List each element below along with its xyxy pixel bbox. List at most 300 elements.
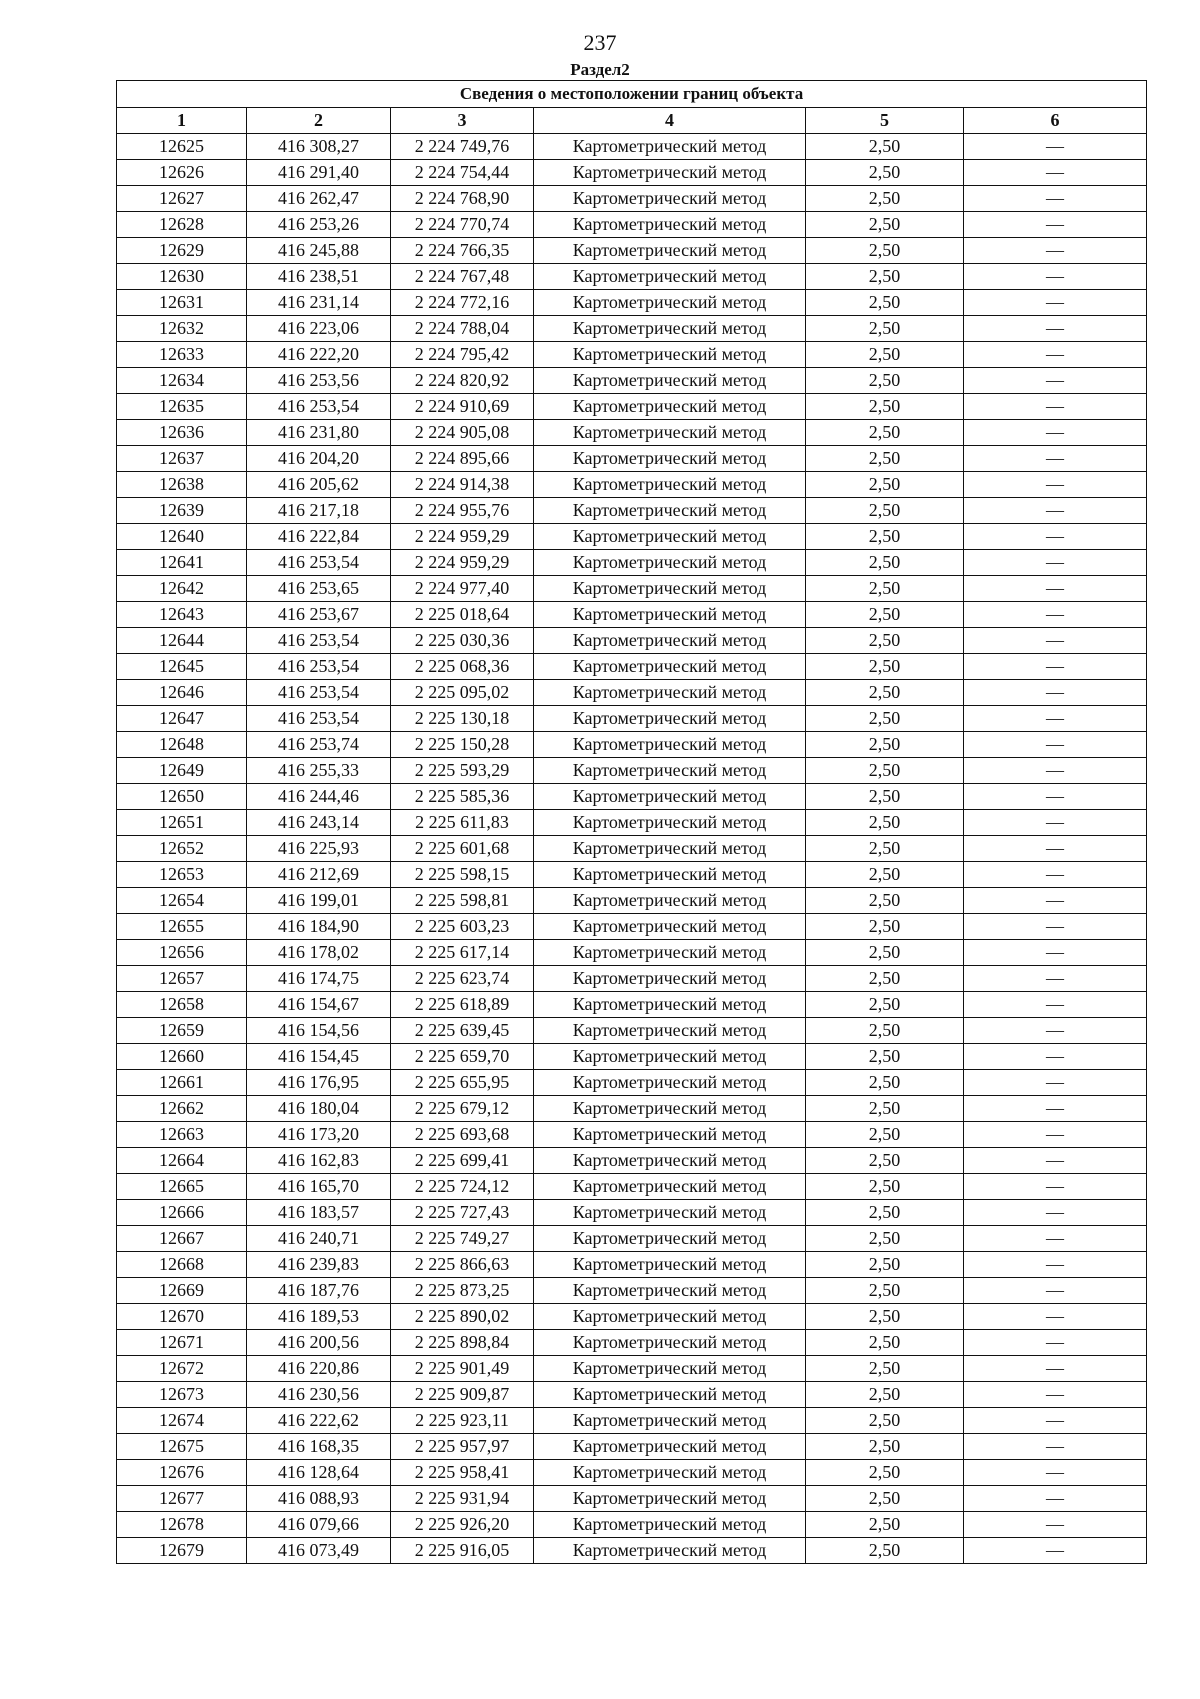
page-number: 237 (583, 30, 617, 55)
y-coordinate-cell: 2 225 749,27 (391, 1226, 534, 1252)
y-coordinate-cell: 2 225 585,36 (391, 784, 534, 810)
table-row (117, 784, 1147, 810)
point-number-cell: 12669 (117, 1278, 247, 1304)
point-number-cell: 12646 (117, 680, 247, 706)
x-coordinate-cell: 416 253,56 (247, 368, 391, 394)
accuracy-cell: 2,50 (806, 1512, 964, 1538)
y-coordinate-cell: 2 224 820,92 (391, 368, 534, 394)
y-coordinate-cell: 2 224 749,76 (391, 134, 534, 160)
description-cell: — (964, 1096, 1147, 1122)
column-number: 2 (247, 108, 391, 134)
column-number: 6 (964, 108, 1147, 134)
table-row (117, 1382, 1147, 1408)
method-cell: Картометрический метод (534, 1538, 806, 1564)
column-number: 4 (534, 108, 806, 134)
y-coordinate-cell: 2 225 598,15 (391, 862, 534, 888)
accuracy-cell: 2,50 (806, 446, 964, 472)
method-cell: Картометрический метод (534, 1304, 806, 1330)
x-coordinate-cell: 416 173,20 (247, 1122, 391, 1148)
accuracy-cell: 2,50 (806, 550, 964, 576)
description-cell: — (964, 1382, 1147, 1408)
x-coordinate-cell: 416 220,86 (247, 1356, 391, 1382)
method-cell: Картометрический метод (534, 186, 806, 212)
x-coordinate-cell: 416 088,93 (247, 1486, 391, 1512)
y-coordinate-cell: 2 224 977,40 (391, 576, 534, 602)
description-cell: — (964, 212, 1147, 238)
point-number-cell: 12677 (117, 1486, 247, 1512)
x-coordinate-cell: 416 222,20 (247, 342, 391, 368)
description-cell: — (964, 1304, 1147, 1330)
description-cell: — (964, 342, 1147, 368)
accuracy-cell: 2,50 (806, 1096, 964, 1122)
y-coordinate-cell: 2 225 958,41 (391, 1460, 534, 1486)
table-row (117, 1044, 1147, 1070)
point-number-cell: 12671 (117, 1330, 247, 1356)
table-row (117, 1512, 1147, 1538)
x-coordinate-cell: 416 253,54 (247, 550, 391, 576)
accuracy-cell: 2,50 (806, 1226, 964, 1252)
boundary-table (116, 80, 1147, 1564)
accuracy-cell: 2,50 (806, 342, 964, 368)
x-coordinate-cell: 416 176,95 (247, 1070, 391, 1096)
description-cell: — (964, 316, 1147, 342)
description-cell: — (964, 394, 1147, 420)
method-cell: Картометрический метод (534, 1252, 806, 1278)
point-number-cell: 12634 (117, 368, 247, 394)
method-cell: Картометрический метод (534, 212, 806, 238)
method-cell: Картометрический метод (534, 238, 806, 264)
method-cell: Картометрический метод (534, 1356, 806, 1382)
accuracy-cell: 2,50 (806, 654, 964, 680)
description-cell: — (964, 758, 1147, 784)
description-cell: — (964, 784, 1147, 810)
column-number: 1 (117, 108, 247, 134)
point-number-cell: 12650 (117, 784, 247, 810)
table-row (117, 368, 1147, 394)
point-number-cell: 12640 (117, 524, 247, 550)
x-coordinate-cell: 416 244,46 (247, 784, 391, 810)
x-coordinate-cell: 416 180,04 (247, 1096, 391, 1122)
method-cell: Картометрический метод (534, 1330, 806, 1356)
table-row (117, 914, 1147, 940)
description-cell: — (964, 1200, 1147, 1226)
y-coordinate-cell: 2 225 926,20 (391, 1512, 534, 1538)
description-cell: — (964, 706, 1147, 732)
method-cell: Картометрический метод (534, 862, 806, 888)
method-cell: Картометрический метод (534, 1434, 806, 1460)
description-cell: — (964, 576, 1147, 602)
table-row (117, 706, 1147, 732)
point-number-cell: 12637 (117, 446, 247, 472)
description-cell: — (964, 1122, 1147, 1148)
y-coordinate-cell: 2 225 679,12 (391, 1096, 534, 1122)
table-row (117, 1408, 1147, 1434)
description-cell: — (964, 1226, 1147, 1252)
y-coordinate-cell: 2 225 068,36 (391, 654, 534, 680)
y-coordinate-cell: 2 225 150,28 (391, 732, 534, 758)
table-row (117, 940, 1147, 966)
table-row (117, 420, 1147, 446)
y-coordinate-cell: 2 225 909,87 (391, 1382, 534, 1408)
y-coordinate-cell: 2 224 766,35 (391, 238, 534, 264)
method-cell: Картометрический метод (534, 1226, 806, 1252)
description-cell: — (964, 1278, 1147, 1304)
y-coordinate-cell: 2 224 959,29 (391, 550, 534, 576)
method-cell: Картометрический метод (534, 1200, 806, 1226)
x-coordinate-cell: 416 243,14 (247, 810, 391, 836)
x-coordinate-cell: 416 187,76 (247, 1278, 391, 1304)
y-coordinate-cell: 2 225 699,41 (391, 1148, 534, 1174)
y-coordinate-cell: 2 225 727,43 (391, 1200, 534, 1226)
y-coordinate-cell: 2 225 030,36 (391, 628, 534, 654)
description-cell: — (964, 1044, 1147, 1070)
table-row (117, 550, 1147, 576)
method-cell: Картометрический метод (534, 836, 806, 862)
table-row (117, 732, 1147, 758)
accuracy-cell: 2,50 (806, 1122, 964, 1148)
table-row (117, 498, 1147, 524)
table-row (117, 810, 1147, 836)
description-cell: — (964, 966, 1147, 992)
method-cell: Картометрический метод (534, 342, 806, 368)
x-coordinate-cell: 416 240,71 (247, 1226, 391, 1252)
accuracy-cell: 2,50 (806, 1304, 964, 1330)
table-row (117, 1330, 1147, 1356)
y-coordinate-cell: 2 225 095,02 (391, 680, 534, 706)
description-cell: — (964, 1252, 1147, 1278)
table-caption: Сведения о местоположении границ объекта (117, 81, 1147, 108)
method-cell: Картометрический метод (534, 732, 806, 758)
method-cell: Картометрический метод (534, 368, 806, 394)
table-row (117, 212, 1147, 238)
point-number-cell: 12668 (117, 1252, 247, 1278)
accuracy-cell: 2,50 (806, 992, 964, 1018)
point-number-cell: 12627 (117, 186, 247, 212)
point-number-cell: 12644 (117, 628, 247, 654)
description-cell: — (964, 1356, 1147, 1382)
accuracy-cell: 2,50 (806, 420, 964, 446)
accuracy-cell: 2,50 (806, 836, 964, 862)
x-coordinate-cell: 416 217,18 (247, 498, 391, 524)
description-cell: — (964, 446, 1147, 472)
y-coordinate-cell: 2 224 767,48 (391, 264, 534, 290)
accuracy-cell: 2,50 (806, 888, 964, 914)
point-number-cell: 12653 (117, 862, 247, 888)
table-row (117, 1486, 1147, 1512)
point-number-cell: 12660 (117, 1044, 247, 1070)
accuracy-cell: 2,50 (806, 1200, 964, 1226)
point-number-cell: 12673 (117, 1382, 247, 1408)
x-coordinate-cell: 416 253,54 (247, 654, 391, 680)
table-row (117, 1174, 1147, 1200)
point-number-cell: 12656 (117, 940, 247, 966)
description-cell: — (964, 1408, 1147, 1434)
method-cell: Картометрический метод (534, 1382, 806, 1408)
y-coordinate-cell: 2 224 772,16 (391, 290, 534, 316)
x-coordinate-cell: 416 178,02 (247, 940, 391, 966)
accuracy-cell: 2,50 (806, 290, 964, 316)
x-coordinate-cell: 416 189,53 (247, 1304, 391, 1330)
description-cell: — (964, 1174, 1147, 1200)
point-number-cell: 12658 (117, 992, 247, 1018)
x-coordinate-cell: 416 154,56 (247, 1018, 391, 1044)
method-cell: Картометрический метод (534, 290, 806, 316)
method-cell: Картометрический метод (534, 1148, 806, 1174)
y-coordinate-cell: 2 225 957,97 (391, 1434, 534, 1460)
method-cell: Картометрический метод (534, 888, 806, 914)
table-row (117, 628, 1147, 654)
x-coordinate-cell: 416 255,33 (247, 758, 391, 784)
point-number-cell: 12642 (117, 576, 247, 602)
point-number-cell: 12635 (117, 394, 247, 420)
x-coordinate-cell: 416 253,67 (247, 602, 391, 628)
description-cell: — (964, 862, 1147, 888)
table-row (117, 394, 1147, 420)
description-cell: — (964, 1070, 1147, 1096)
x-coordinate-cell: 416 154,45 (247, 1044, 391, 1070)
y-coordinate-cell: 2 225 724,12 (391, 1174, 534, 1200)
accuracy-cell: 2,50 (806, 498, 964, 524)
point-number-cell: 12661 (117, 1070, 247, 1096)
method-cell: Картометрический метод (534, 316, 806, 342)
x-coordinate-cell: 416 253,65 (247, 576, 391, 602)
accuracy-cell: 2,50 (806, 706, 964, 732)
x-coordinate-cell: 416 291,40 (247, 160, 391, 186)
point-number-cell: 12663 (117, 1122, 247, 1148)
y-coordinate-cell: 2 225 598,81 (391, 888, 534, 914)
column-number: 5 (806, 108, 964, 134)
accuracy-cell: 2,50 (806, 758, 964, 784)
point-number-cell: 12655 (117, 914, 247, 940)
description-cell: — (964, 420, 1147, 446)
point-number-cell: 12667 (117, 1226, 247, 1252)
table-row (117, 888, 1147, 914)
x-coordinate-cell: 416 253,26 (247, 212, 391, 238)
accuracy-cell: 2,50 (806, 966, 964, 992)
x-coordinate-cell: 416 212,69 (247, 862, 391, 888)
y-coordinate-cell: 2 225 601,68 (391, 836, 534, 862)
description-cell: — (964, 472, 1147, 498)
method-cell: Картометрический метод (534, 914, 806, 940)
method-cell: Картометрический метод (534, 758, 806, 784)
method-cell: Картометрический метод (534, 1122, 806, 1148)
method-cell: Картометрический метод (534, 992, 806, 1018)
y-coordinate-cell: 2 225 659,70 (391, 1044, 534, 1070)
method-cell: Картометрический метод (534, 628, 806, 654)
x-coordinate-cell: 416 231,14 (247, 290, 391, 316)
description-cell: — (964, 368, 1147, 394)
description-cell: — (964, 1538, 1147, 1564)
method-cell: Картометрический метод (534, 940, 806, 966)
point-number-cell: 12647 (117, 706, 247, 732)
x-coordinate-cell: 416 183,57 (247, 1200, 391, 1226)
y-coordinate-cell: 2 224 788,04 (391, 316, 534, 342)
point-number-cell: 12638 (117, 472, 247, 498)
method-cell: Картометрический метод (534, 1044, 806, 1070)
description-cell: — (964, 1434, 1147, 1460)
x-coordinate-cell: 416 162,83 (247, 1148, 391, 1174)
y-coordinate-cell: 2 225 866,63 (391, 1252, 534, 1278)
point-number-cell: 12648 (117, 732, 247, 758)
accuracy-cell: 2,50 (806, 134, 964, 160)
table-row (117, 992, 1147, 1018)
x-coordinate-cell: 416 200,56 (247, 1330, 391, 1356)
table-row (117, 316, 1147, 342)
table-row (117, 1356, 1147, 1382)
table-row (117, 1096, 1147, 1122)
point-number-cell: 12670 (117, 1304, 247, 1330)
point-number-cell: 12645 (117, 654, 247, 680)
description-cell: — (964, 992, 1147, 1018)
point-number-cell: 12675 (117, 1434, 247, 1460)
method-cell: Картометрический метод (534, 602, 806, 628)
point-number-cell: 12649 (117, 758, 247, 784)
method-cell: Картометрический метод (534, 160, 806, 186)
y-coordinate-cell: 2 225 916,05 (391, 1538, 534, 1564)
section-title: Раздел2 (570, 60, 630, 79)
table-row (117, 446, 1147, 472)
x-coordinate-cell: 416 079,66 (247, 1512, 391, 1538)
point-number-cell: 12676 (117, 1460, 247, 1486)
table-row (117, 862, 1147, 888)
table-row (117, 186, 1147, 212)
x-coordinate-cell: 416 168,35 (247, 1434, 391, 1460)
table-row (117, 758, 1147, 784)
accuracy-cell: 2,50 (806, 1434, 964, 1460)
point-number-cell: 12672 (117, 1356, 247, 1382)
y-coordinate-cell: 2 224 795,42 (391, 342, 534, 368)
table-row (117, 602, 1147, 628)
y-coordinate-cell: 2 224 914,38 (391, 472, 534, 498)
accuracy-cell: 2,50 (806, 394, 964, 420)
method-cell: Картометрический метод (534, 420, 806, 446)
x-coordinate-cell: 416 308,27 (247, 134, 391, 160)
accuracy-cell: 2,50 (806, 1252, 964, 1278)
method-cell: Картометрический метод (534, 446, 806, 472)
x-coordinate-cell: 416 253,74 (247, 732, 391, 758)
accuracy-cell: 2,50 (806, 732, 964, 758)
y-coordinate-cell: 2 225 901,49 (391, 1356, 534, 1382)
table-body (117, 134, 1147, 1564)
table-row (117, 680, 1147, 706)
y-coordinate-cell: 2 224 910,69 (391, 394, 534, 420)
x-coordinate-cell: 416 231,80 (247, 420, 391, 446)
x-coordinate-cell: 416 073,49 (247, 1538, 391, 1564)
x-coordinate-cell: 416 184,90 (247, 914, 391, 940)
point-number-cell: 12636 (117, 420, 247, 446)
accuracy-cell: 2,50 (806, 1070, 964, 1096)
column-number: 3 (391, 108, 534, 134)
method-cell: Картометрический метод (534, 1096, 806, 1122)
table-row (117, 134, 1147, 160)
description-cell: — (964, 1460, 1147, 1486)
table-row (117, 1122, 1147, 1148)
method-cell: Картометрический метод (534, 134, 806, 160)
y-coordinate-cell: 2 224 770,74 (391, 212, 534, 238)
y-coordinate-cell: 2 224 955,76 (391, 498, 534, 524)
y-coordinate-cell: 2 225 018,64 (391, 602, 534, 628)
table-row (117, 576, 1147, 602)
table-row (117, 654, 1147, 680)
point-number-cell: 12633 (117, 342, 247, 368)
table-row (117, 264, 1147, 290)
table-row (117, 1460, 1147, 1486)
x-coordinate-cell: 416 128,64 (247, 1460, 391, 1486)
accuracy-cell: 2,50 (806, 1174, 964, 1200)
description-cell: — (964, 810, 1147, 836)
point-number-cell: 12654 (117, 888, 247, 914)
accuracy-cell: 2,50 (806, 1330, 964, 1356)
point-number-cell: 12664 (117, 1148, 247, 1174)
accuracy-cell: 2,50 (806, 1148, 964, 1174)
accuracy-cell: 2,50 (806, 1460, 964, 1486)
table-row (117, 342, 1147, 368)
table-row (117, 524, 1147, 550)
accuracy-cell: 2,50 (806, 160, 964, 186)
accuracy-cell: 2,50 (806, 914, 964, 940)
method-cell: Картометрический метод (534, 680, 806, 706)
x-coordinate-cell: 416 253,54 (247, 628, 391, 654)
accuracy-cell: 2,50 (806, 1486, 964, 1512)
accuracy-cell: 2,50 (806, 628, 964, 654)
y-coordinate-cell: 2 225 873,25 (391, 1278, 534, 1304)
accuracy-cell: 2,50 (806, 212, 964, 238)
description-cell: — (964, 1486, 1147, 1512)
description-cell: — (964, 550, 1147, 576)
accuracy-cell: 2,50 (806, 1356, 964, 1382)
method-cell: Картометрический метод (534, 1460, 806, 1486)
description-cell: — (964, 524, 1147, 550)
accuracy-cell: 2,50 (806, 186, 964, 212)
point-number-cell: 12626 (117, 160, 247, 186)
description-cell: — (964, 1148, 1147, 1174)
point-number-cell: 12625 (117, 134, 247, 160)
description-cell: — (964, 888, 1147, 914)
table-row (117, 238, 1147, 264)
method-cell: Картометрический метод (534, 1486, 806, 1512)
description-cell: — (964, 602, 1147, 628)
point-number-cell: 12659 (117, 1018, 247, 1044)
accuracy-cell: 2,50 (806, 264, 964, 290)
table-row (117, 1070, 1147, 1096)
method-cell: Картометрический метод (534, 394, 806, 420)
y-coordinate-cell: 2 225 655,95 (391, 1070, 534, 1096)
accuracy-cell: 2,50 (806, 1538, 964, 1564)
description-cell: — (964, 732, 1147, 758)
method-cell: Картометрический метод (534, 1070, 806, 1096)
x-coordinate-cell: 416 223,06 (247, 316, 391, 342)
accuracy-cell: 2,50 (806, 316, 964, 342)
description-cell: — (964, 238, 1147, 264)
method-cell: Картометрический метод (534, 1408, 806, 1434)
x-coordinate-cell: 416 253,54 (247, 680, 391, 706)
method-cell: Картометрический метод (534, 706, 806, 732)
accuracy-cell: 2,50 (806, 680, 964, 706)
y-coordinate-cell: 2 225 639,45 (391, 1018, 534, 1044)
x-coordinate-cell: 416 245,88 (247, 238, 391, 264)
y-coordinate-cell: 2 224 768,90 (391, 186, 534, 212)
x-coordinate-cell: 416 253,54 (247, 706, 391, 732)
table-row (117, 1278, 1147, 1304)
table-row (117, 1538, 1147, 1564)
table-row (117, 1200, 1147, 1226)
description-cell: — (964, 160, 1147, 186)
point-number-cell: 12679 (117, 1538, 247, 1564)
accuracy-cell: 2,50 (806, 1018, 964, 1044)
point-number-cell: 12631 (117, 290, 247, 316)
description-cell: — (964, 914, 1147, 940)
point-number-cell: 12628 (117, 212, 247, 238)
